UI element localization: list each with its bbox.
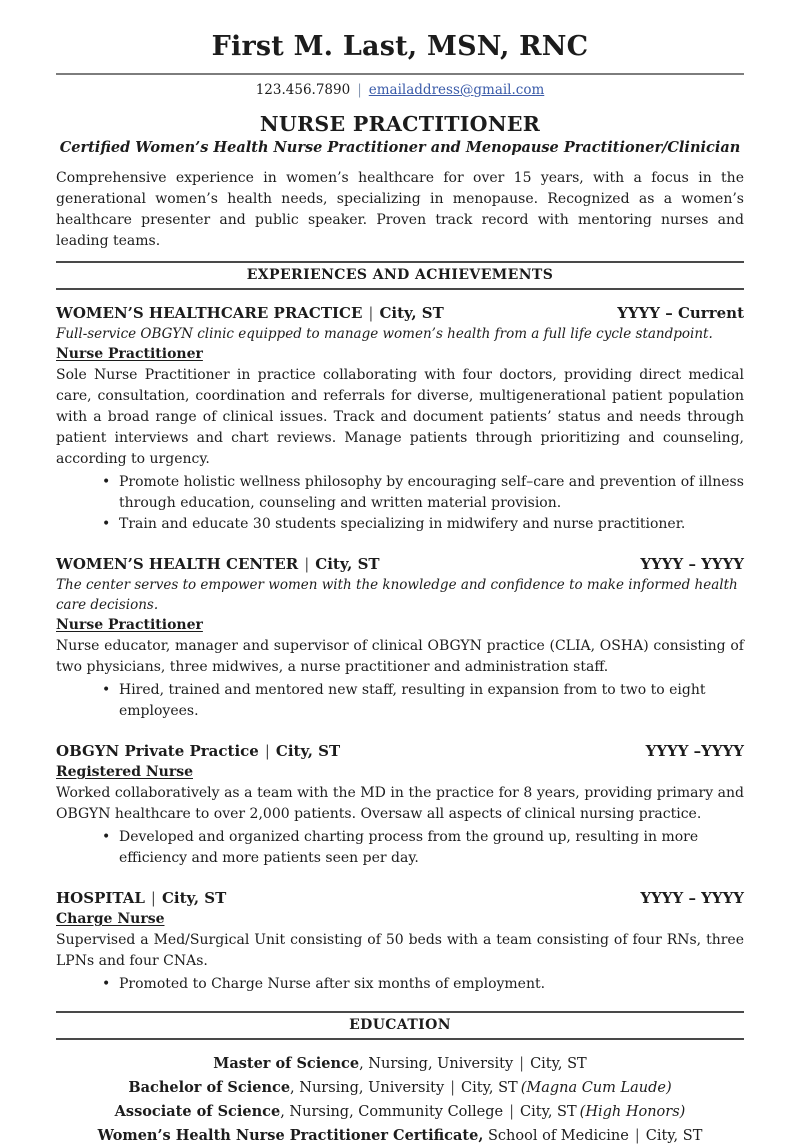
bullet-item: • Developed and organized charting process from the ground up, resulting in more efficiency and more patients seen per day.	[102, 827, 744, 869]
education-entry	[56, 1076, 744, 1100]
education-honors: (High Honors)	[579, 1104, 686, 1120]
education-entry	[56, 1124, 744, 1148]
contact-line	[56, 82, 744, 99]
education-location: City, ST	[461, 1080, 518, 1096]
pipe-separator: |	[519, 1056, 525, 1072]
name-divider	[56, 73, 744, 75]
education-location: City, ST	[520, 1104, 577, 1120]
education-entry	[56, 1100, 744, 1124]
education-location: City, ST	[530, 1056, 587, 1072]
job-header	[56, 741, 744, 762]
job-header	[56, 554, 744, 575]
education-detail: , Nursing, University	[359, 1056, 514, 1072]
pipe-separator: |	[264, 742, 270, 760]
job-location: City, ST	[275, 742, 341, 760]
job-tagline: The center serves to empower women with the knowledge and confidence to make informed health care decisions.	[56, 577, 738, 613]
candidate-name: First M. Last, MSN, RNC	[211, 31, 589, 62]
education-honors: (Magna Cum Laude)	[520, 1080, 672, 1096]
pipe-separator: |	[634, 1128, 640, 1144]
pipe-separator: |	[450, 1080, 456, 1096]
job-dates: YYYY – Current	[617, 304, 744, 322]
job-entry	[56, 303, 744, 535]
section-header-experience: EXPERIENCES AND ACHIEVEMENTS	[56, 261, 744, 290]
education-degree: Master of Science	[213, 1055, 360, 1072]
job-employer-location	[56, 554, 380, 575]
summary-paragraph: Comprehensive experience in women’s healthcare for over 15 years, with a focus in the generational women’s health needs, specializing in menopause. Recognized as a women’s healthcare presenter and public speaker. Proven track record with mentoring nurses and leading teams.	[56, 170, 744, 249]
employer-name: HOSPITAL	[56, 889, 145, 907]
job-dates: YYYY –YYYY	[645, 742, 744, 760]
job-description: Worked collaboratively as a team with the MD in the practice for 8 years, providing primary and OBGYN healthcare to over 2,000 patients. Oversaw all aspects of clinical nursing practice.	[56, 785, 744, 822]
job-header	[56, 888, 744, 909]
pipe-separator: |	[368, 304, 374, 322]
job-employer-location	[56, 741, 340, 762]
job-tagline: Full-service OBGYN clinic equipped to manage women’s health from a full life cycle standpoint.	[56, 326, 713, 342]
contact-separator: |	[357, 82, 362, 98]
education-list	[56, 1052, 744, 1148]
employer-name: WOMEN’S HEALTH CENTER	[56, 555, 299, 573]
education-detail: , Nursing, University	[290, 1080, 445, 1096]
bullet-item: • Hired, trained and mentored new staff, resulting in expansion from to two to eight employees.	[102, 680, 744, 722]
job-description: Sole Nurse Practitioner in practice collaborating with four doctors, providing direct medical care, consultation, coordination and referrals for diverse, multigenerational patient population with a broad range of clinical issues. Track and document patients’ status and needs through patient interviews and chart reviews. Manage patients through prioritizing and counseling, according to urgency.	[56, 367, 744, 467]
resume-page	[56, 30, 744, 1148]
profession-title: NURSE PRACTITIONER	[259, 112, 541, 136]
pipe-separator: |	[150, 889, 156, 907]
job-entry	[56, 888, 744, 995]
bullet-item: • Train and educate 30 students specializing in midwifery and nurse practitioner.	[102, 514, 744, 535]
education-detail: , Nursing, Community College	[280, 1104, 504, 1120]
education-detail: School of Medicine	[483, 1128, 629, 1144]
education-location: City, ST	[645, 1128, 703, 1144]
job-location: City, ST	[315, 555, 380, 573]
job-description: Supervised a Med/Surgical Unit consisting of 50 beds with a team consisting of four RNs, three LPNs and four CNAs.	[56, 932, 744, 969]
job-role: Registered Nurse	[56, 764, 193, 780]
employer-name: OBGYN Private Practice	[56, 742, 259, 760]
job-role: Nurse Practitioner	[56, 617, 203, 633]
job-dates: YYYY – YYYY	[640, 889, 744, 907]
employer-name: WOMEN’S HEALTHCARE PRACTICE	[56, 304, 363, 322]
job-bullet-list	[56, 680, 744, 722]
job-dates: YYYY – YYYY	[640, 555, 744, 573]
job-role: Nurse Practitioner	[56, 346, 203, 362]
job-bullet-list	[56, 974, 744, 995]
job-bullet-list	[56, 472, 744, 535]
certification-subtitle: Certified Women’s Health Nurse Practitioner and Menopause Practitioner/Clinician	[59, 139, 741, 156]
job-role: Charge Nurse	[56, 911, 165, 927]
job-location: City, ST	[161, 889, 227, 907]
job-entry	[56, 554, 744, 722]
bullet-item: • Promote holistic wellness philosophy by encouraging self–care and prevention of illness through education, counseling and written material provision.	[102, 472, 744, 514]
job-bullet-list	[56, 827, 744, 869]
education-degree: Women’s Health Nurse Practitioner Certificate,	[97, 1127, 484, 1144]
education-degree: Bachelor of Science	[128, 1079, 291, 1096]
job-description: Nurse educator, manager and supervisor of clinical OBGYN practice (CLIA, OSHA) consisting of two physicians, three midwives, a nurse practitioner and administration staff.	[56, 638, 744, 675]
job-employer-location	[56, 303, 444, 324]
job-employer-location	[56, 888, 226, 909]
section-header-education: EDUCATION	[56, 1011, 744, 1040]
pipe-separator: |	[509, 1104, 515, 1120]
bullet-item: • Promoted to Charge Nurse after six months of employment.	[102, 974, 744, 995]
job-header	[56, 303, 744, 324]
pipe-separator: |	[304, 555, 310, 573]
job-location: City, ST	[379, 304, 444, 322]
job-entry	[56, 741, 744, 869]
phone-number: 123.456.7890	[255, 82, 351, 98]
education-entry	[56, 1052, 744, 1076]
email-link[interactable]: emailaddress@gmail.com	[368, 82, 545, 98]
education-degree: Associate of Science	[114, 1103, 281, 1120]
